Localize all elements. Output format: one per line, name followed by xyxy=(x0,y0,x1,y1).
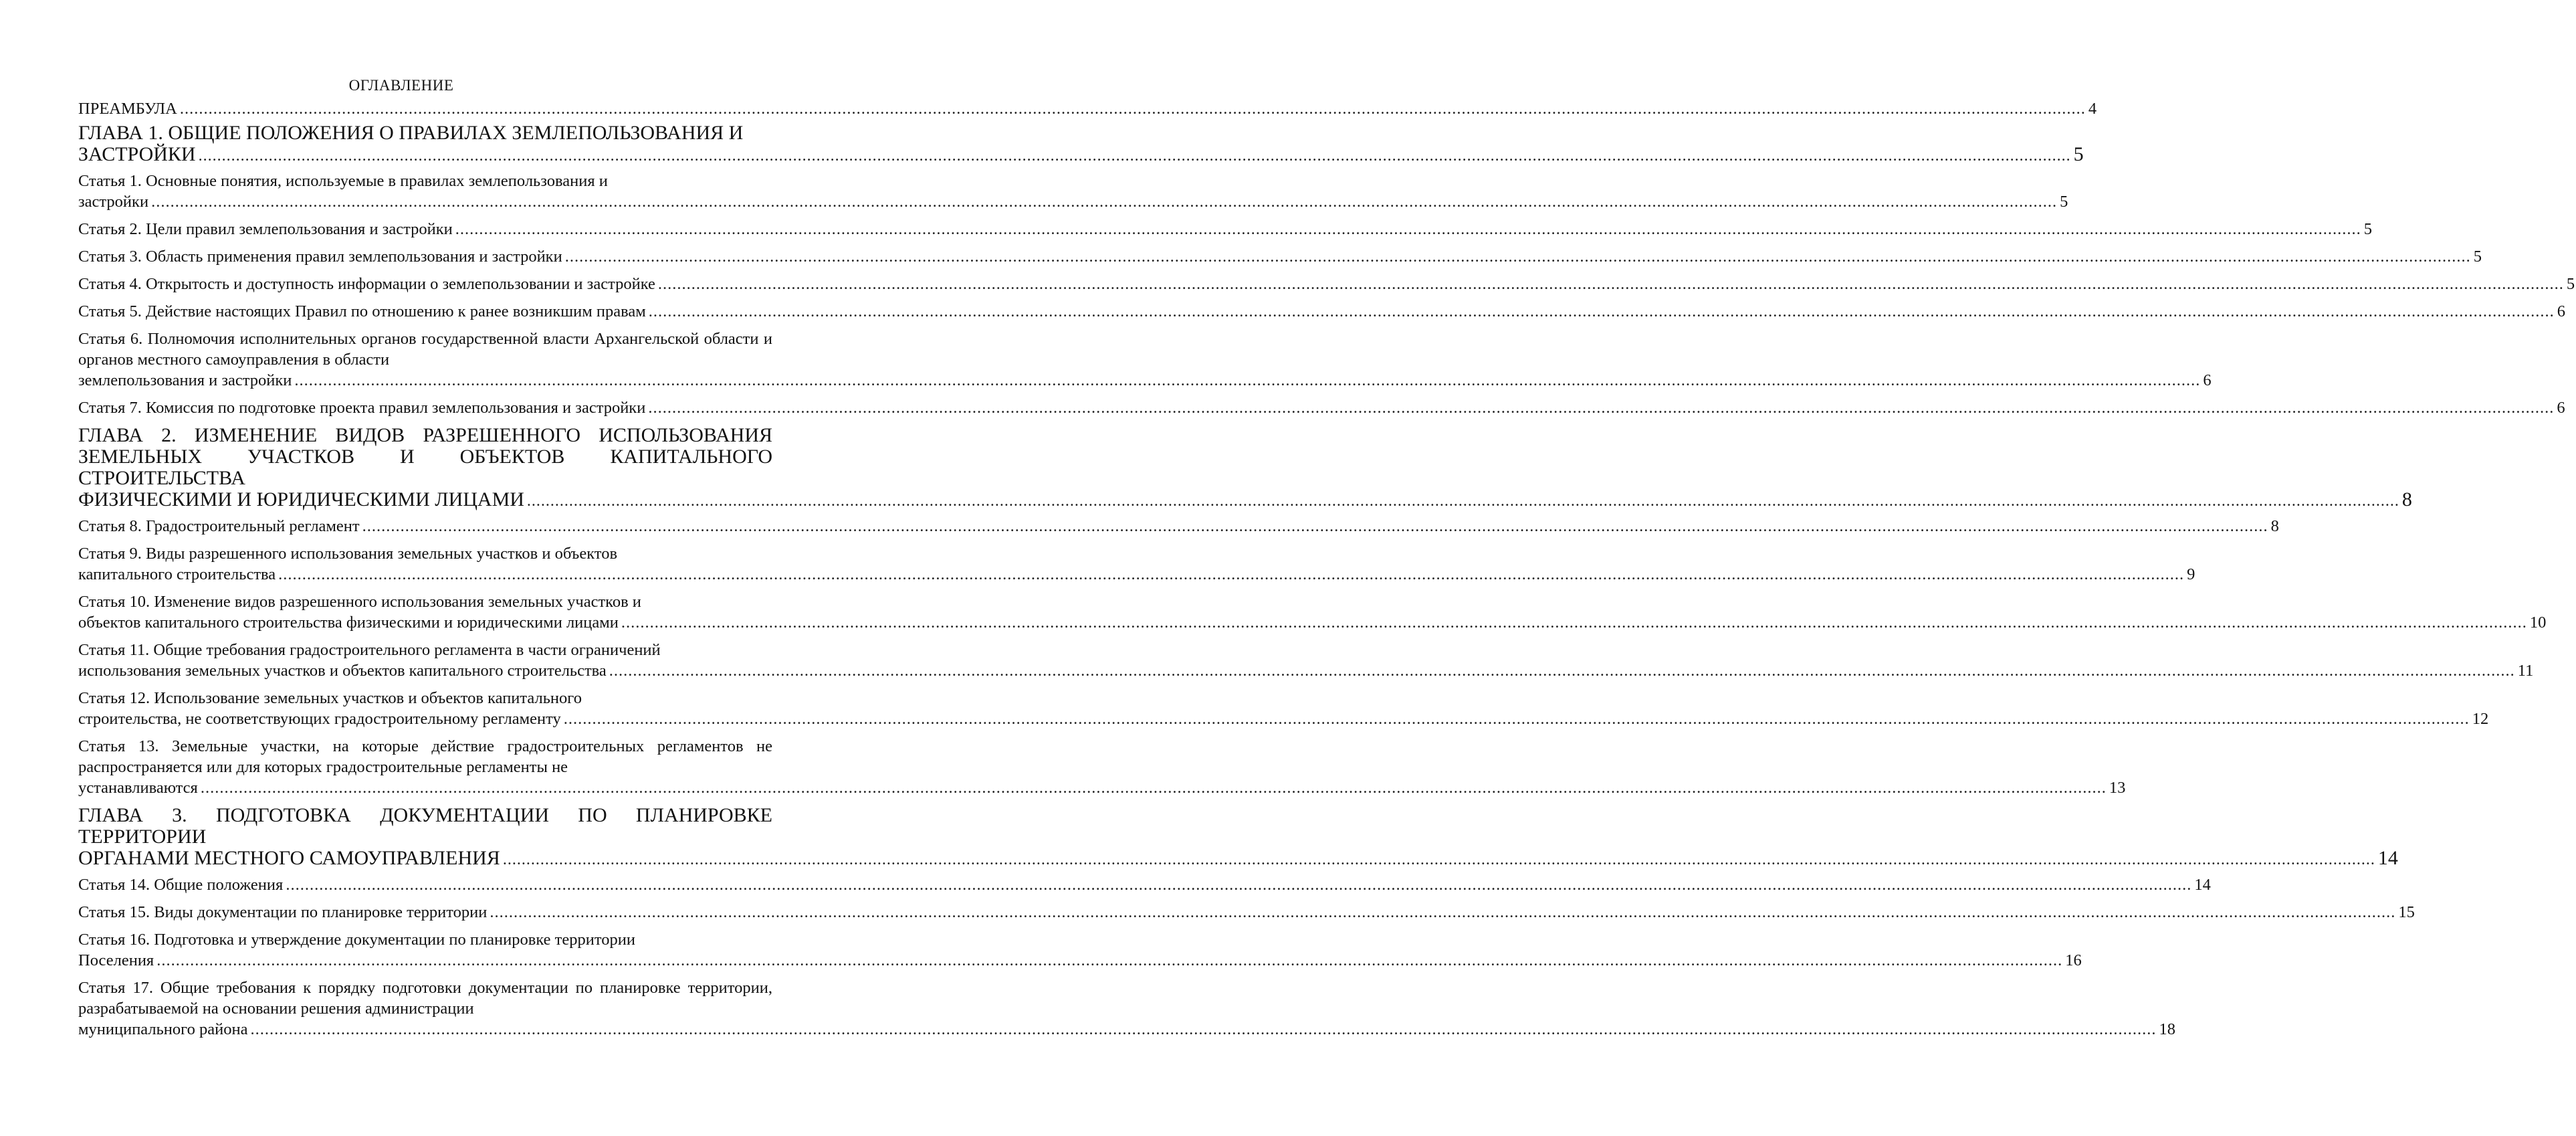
toc-entry-text: ГЛАВА 3. ПОДГОТОВКА ДОКУМЕНТАЦИИ ПО ПЛАНИРОВКЕ ТЕРРИТОРИИ xyxy=(78,804,772,848)
toc-entry-text: использования земельных участков и объектов капитального строительства xyxy=(78,662,607,680)
toc-entry-text: Статья 16. Подготовка и утверждение документации по планировке территории xyxy=(78,931,635,949)
toc-entry-chapter[interactable] xyxy=(78,804,2398,870)
toc-entry-text: Статья 7. Комиссия по подготовке проекта правил землепользования и застройки xyxy=(78,399,646,417)
toc-entry-last-line xyxy=(78,219,2372,240)
toc-entry-text: муниципального района xyxy=(78,1020,248,1038)
toc-entry-text: Статья 10. Изменение видов разрешенного использования земельных участков и xyxy=(78,593,641,611)
toc-list xyxy=(78,99,2575,1046)
toc-entry-last-line xyxy=(78,874,2211,895)
page-number: 5 xyxy=(2473,248,2482,266)
toc-entry-text: застройки xyxy=(78,193,149,211)
toc-entry-last-line xyxy=(78,777,2126,798)
toc-entry-text: ЗАСТРОЙКИ xyxy=(78,143,196,165)
toc-entry-text: Статья 15. Виды документации по планировке территории xyxy=(78,903,488,921)
toc-entry-last-line xyxy=(78,370,2212,391)
toc-entry-text: Статья 12. Использование земельных участков и объектов капитального xyxy=(78,689,582,707)
dot-leader: ................................................................................................................................................................................................................................................................................................................................................................................................................ xyxy=(609,662,2515,680)
page-number: 5 xyxy=(2073,143,2084,165)
toc-entry-article[interactable] xyxy=(78,902,2415,923)
toc-entry-last-line xyxy=(78,847,2398,870)
toc-entry-text: Статья 2. Цели правил землепользования и застройки xyxy=(78,220,453,238)
toc-entry-text: ОРГАНАМИ МЕСТНОГО САМОУПРАВЛЕНИЯ xyxy=(78,847,500,869)
toc-entry-article[interactable] xyxy=(78,246,2482,267)
toc-entry-chapter[interactable] xyxy=(78,122,2084,167)
dot-leader: ................................................................................................................................................................................................................................................................................................................................................................................................................ xyxy=(564,248,2471,266)
toc-entry-text: Статья 9. Виды разрешенного использования земельных участков и объектов xyxy=(78,545,618,563)
page-number: 6 xyxy=(2557,399,2565,417)
dot-leader: ................................................................................................................................................................................................................................................................................................................................................................................................................ xyxy=(198,147,2071,165)
toc-entry-article[interactable] xyxy=(78,736,2126,798)
toc-entry-text: Статья 14. Общие положения xyxy=(78,876,284,894)
dot-leader: ................................................................................................................................................................................................................................................................................................................................................................................................................ xyxy=(490,903,2396,921)
page-number: 16 xyxy=(2065,951,2082,969)
dot-leader: ................................................................................................................................................................................................................................................................................................................................................................................................................ xyxy=(526,492,2399,510)
toc-entry-text: Поселения xyxy=(78,951,154,969)
toc-entry-chapter[interactable] xyxy=(78,424,2412,512)
toc-entry-article[interactable] xyxy=(78,591,2547,633)
dot-leader: ................................................................................................................................................................................................................................................................................................................................................................................................................ xyxy=(151,193,2058,211)
toc-entry-last-line xyxy=(78,191,2068,212)
toc-entry-last-line xyxy=(78,708,2489,729)
toc-entry-article[interactable] xyxy=(78,328,2212,391)
page-number: 10 xyxy=(2529,613,2547,632)
toc-entry-last-line xyxy=(78,488,2412,512)
toc-entry-article[interactable] xyxy=(78,301,2565,322)
dot-leader: ................................................................................................................................................................................................................................................................................................................................................................................................................ xyxy=(362,517,2268,535)
page-number: 4 xyxy=(2088,100,2097,118)
toc-entry-text: капитального строительства xyxy=(78,565,276,583)
page-number: 11 xyxy=(2517,662,2534,680)
dot-leader: ................................................................................................................................................................................................................................................................................................................................................................................................................ xyxy=(250,1020,2157,1038)
toc-entry-last-line xyxy=(78,902,2415,923)
toc-entry-text: Статья 1. Основные понятия, используемые в правилах землепользования и xyxy=(78,172,608,190)
toc-entry-last-line xyxy=(78,564,2195,585)
toc-entry-last-line xyxy=(78,950,2082,971)
toc-entry-last-line xyxy=(78,301,2565,322)
toc-entry-last-line xyxy=(78,660,2534,681)
toc-entry-article[interactable] xyxy=(78,219,2372,240)
toc-entry-article[interactable] xyxy=(78,977,2175,1040)
dot-leader: ................................................................................................................................................................................................................................................................................................................................................................................................................ xyxy=(502,851,2375,868)
page-number: 9 xyxy=(2187,565,2195,583)
toc-entry-text: Статья 8. Градостроительный регламент xyxy=(78,517,360,535)
dot-leader: ................................................................................................................................................................................................................................................................................................................................................................................................................ xyxy=(200,779,2107,797)
toc-entry-last-line xyxy=(78,612,2547,633)
page-number: 5 xyxy=(2363,220,2372,238)
toc-entry-text: ГЛАВА 1. ОБЩИЕ ПОЛОЖЕНИЯ О ПРАВИЛАХ ЗЕМЛЕПОЛЬЗОВАНИЯ И xyxy=(78,122,744,144)
page-number: 6 xyxy=(2557,302,2565,320)
toc-entry-text: Статья 4. Открытость и доступность информации о землепользовании и застройке xyxy=(78,275,655,293)
dot-leader: ................................................................................................................................................................................................................................................................................................................................................................................................................ xyxy=(621,613,2527,632)
toc-entry-text: строительства, не соответствующих градостроительному регламенту xyxy=(78,710,561,728)
toc-entry-text: устанавливаются xyxy=(78,779,198,797)
page-number: 6 xyxy=(2203,371,2212,389)
toc-entry-text: ФИЗИЧЕСКИМИ И ЮРИДИЧЕСКИМИ ЛИЦАМИ xyxy=(78,488,524,510)
page-number: 12 xyxy=(2472,710,2489,728)
page-number: 14 xyxy=(2377,847,2398,869)
page-number: 15 xyxy=(2398,903,2415,921)
toc-entry-article[interactable] xyxy=(78,171,2068,212)
toc-entry-last-line xyxy=(78,99,2097,119)
page-number: 18 xyxy=(2159,1020,2175,1038)
toc-entry-text: Статья 3. Область применения правил землепользования и застройки xyxy=(78,248,562,266)
toc-entry-preamble[interactable] xyxy=(78,99,2097,119)
dot-leader: ................................................................................................................................................................................................................................................................................................................................................................................................................ xyxy=(657,275,2564,293)
page-number: 8 xyxy=(2401,488,2412,510)
toc-entry-text: землепользования и застройки xyxy=(78,371,292,389)
toc-entry-article[interactable] xyxy=(78,516,2279,537)
toc-entry-last-line xyxy=(78,274,2575,294)
page-number: 13 xyxy=(2109,779,2126,797)
dot-leader: ................................................................................................................................................................................................................................................................................................................................................................................................................ xyxy=(648,399,2555,417)
toc-entry-last-line xyxy=(78,1019,2175,1040)
dot-leader: ................................................................................................................................................................................................................................................................................................................................................................................................................ xyxy=(179,100,2086,118)
toc-entry-text: Статья 6. Полномочия исполнительных органов государственной власти Архангельской области и органов местного самоуправления в области xyxy=(78,330,772,369)
toc-entry-article[interactable] xyxy=(78,640,2534,681)
toc-entry-last-line xyxy=(78,246,2482,267)
dot-leader: ................................................................................................................................................................................................................................................................................................................................................................................................................ xyxy=(156,951,2063,969)
page-number: 14 xyxy=(2194,876,2211,894)
toc-entry-text: Статья 17. Общие требования к порядку подготовки документации по планировке территории, разрабатываемой на основании решения администрации xyxy=(78,979,772,1018)
toc-entry-last-line xyxy=(78,143,2084,167)
toc-entry-text: ПРЕАМБУЛА xyxy=(78,100,177,118)
toc-entry-text: Статья 11. Общие требования градостроительного регламента в части ограничений xyxy=(78,641,661,659)
toc-entry-last-line xyxy=(78,397,2565,418)
toc-entry-text: Статья 5. Действие настоящих Правил по отношению к ранее возникшим правам xyxy=(78,302,646,320)
dot-leader: ................................................................................................................................................................................................................................................................................................................................................................................................................ xyxy=(278,565,2185,583)
dot-leader: ................................................................................................................................................................................................................................................................................................................................................................................................................ xyxy=(563,710,2470,728)
dot-leader: ................................................................................................................................................................................................................................................................................................................................................................................................................ xyxy=(286,876,2192,894)
dot-leader: ................................................................................................................................................................................................................................................................................................................................................................................................................ xyxy=(455,220,2361,238)
toc-entry-article[interactable] xyxy=(78,929,2082,971)
toc-entry-article[interactable] xyxy=(78,274,2575,294)
page-number: 8 xyxy=(2270,517,2279,535)
toc-entry-text: объектов капитального строительства физическими и юридическими лицами xyxy=(78,613,619,632)
dot-leader: ................................................................................................................................................................................................................................................................................................................................................................................................................ xyxy=(294,371,2201,389)
toc-entry-article[interactable] xyxy=(78,688,2489,729)
toc-entry-article[interactable] xyxy=(78,543,2195,585)
dot-leader: ................................................................................................................................................................................................................................................................................................................................................................................................................ xyxy=(648,302,2555,320)
toc-entry-article[interactable] xyxy=(78,397,2565,418)
toc-entry-article[interactable] xyxy=(78,874,2211,895)
page-number: 5 xyxy=(2060,193,2068,211)
toc-entry-text: ГЛАВА 2. ИЗМЕНЕНИЕ ВИДОВ РАЗРЕШЕННОГО ИСПОЛЬЗОВАНИЯ ЗЕМЕЛЬНЫХ УЧАСТКОВ И ОБЪЕКТОВ КАПИТАЛЬНОГО СТРОИТЕЛЬСТВА xyxy=(78,424,772,489)
toc-title: ОГЛАВЛЕНИЕ xyxy=(348,77,454,94)
toc-entry-text: Статья 13. Земельные участки, на которые действие градостроительных регламентов не распространяется или для которых градостроительные регламенты не xyxy=(78,737,772,776)
toc-entry-last-line xyxy=(78,516,2279,537)
page-number: 5 xyxy=(2566,275,2575,293)
